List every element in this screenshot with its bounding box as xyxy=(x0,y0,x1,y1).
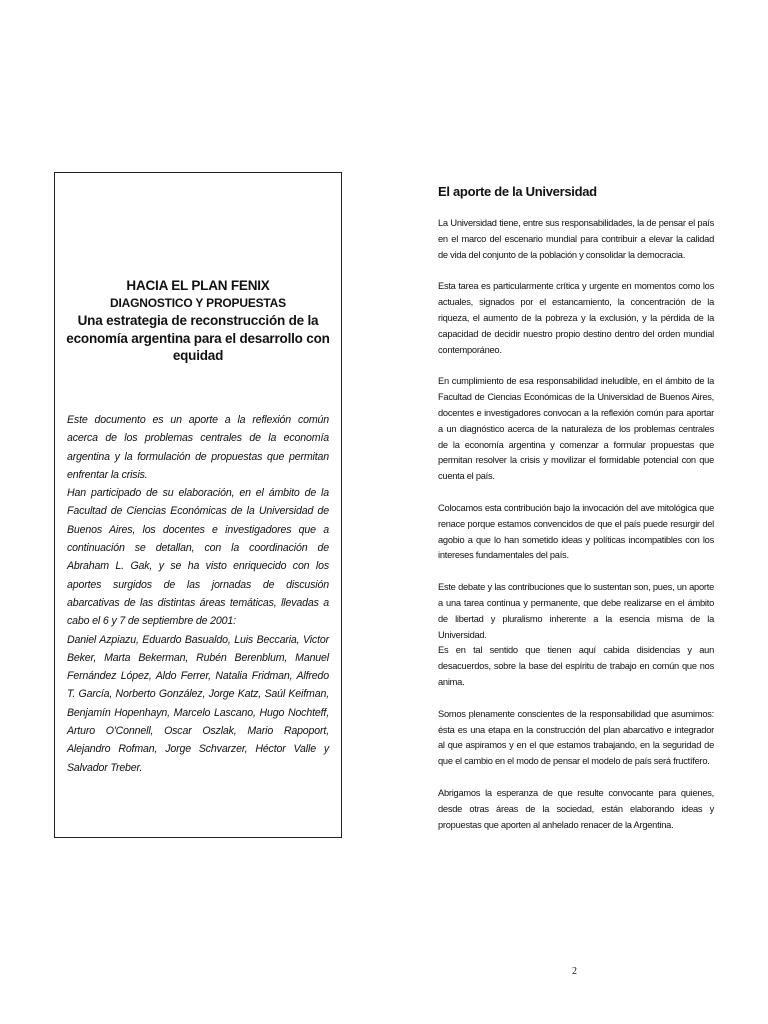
body-paragraph: En cumplimiento de esa responsabilidad ineludible, en el ámbito de la Facultad de Ciencias Económicas de la Universidad de Buenos Aires, docentes e investigadores convocan a la reflexión común para aportar a un diagnóstico acerca de la naturaleza de los problemas centrales de la economía argentina y comenzar a formular propuestas que permitan resolver la crisis y movilizar el formidable potencial con que cuenta el país. xyxy=(438,376,714,482)
body-paragraph-part: Este debate y las contribuciones que lo sustentan son, pues, un aporte a una tarea continua y permanente, que debe realizarse en el ámbito de libertad y pluralismo inherente a la esencia misma de la Universidad. xyxy=(438,582,714,640)
body-paragraph: La Universidad tiene, entre sus responsabilidades, la de pensar el país en el marco del escenario mundial para contribuir a elevar la calidad de vida del conjunto de la población y consolidar la democracia. xyxy=(438,218,714,260)
cover-title: HACIA EL PLAN FENIX xyxy=(126,278,270,293)
body-paragraph: Somos plenamente conscientes de la responsabilidad que asumimos: ésta es una etapa en la construcción del plan abarcativo e integrador al que aspiramos y en el que estamos trabajando, en la seguridad de que el cambio en el modo de pensar el modelo de país será fructífero. xyxy=(438,708,714,767)
page-number: 2 xyxy=(572,966,577,977)
cover-tagline-line-1: Una estrategia de reconstrucción de la xyxy=(77,313,319,328)
cover-heading xyxy=(63,277,333,365)
cover-body xyxy=(67,411,329,777)
section-heading: El aporte de la Universidad xyxy=(438,184,597,199)
body-paragraph: Colocamos esta contribución bajo la invocación del ave mitológica que renace porque estamos convencidos de que el país puede resurgir del agobio a que lo han sometido ideas y políticas incompatibles con los intereses fundamentales del país. xyxy=(438,502,714,561)
cover-subtitle: DIAGNOSTICO Y PROPUESTAS xyxy=(110,295,286,310)
cover-paragraph-authors: Daniel Azpiazu, Eduardo Basualdo, Luis Beccaria, Victor Beker, Marta Bekerman, Rubén Berenblum, Manuel Fernández López, Aldo Ferrer, Natalia Fridman, Alfredo T. García, Norberto González, Jorge Katz, Saúl Keifman, Benjamín Hopenhayn, Marcelo Lascano, Hugo Nochteff, Arturo O'Connell, Oscar Oszlak, Mario Rapoport, Alejandro Rofman, Jorge Schvarzer, Héctor Valle y Salvador Treber. xyxy=(67,633,329,774)
right-column xyxy=(438,184,714,849)
cover-tagline-line-2: economía argentina para el desarrollo con equidad xyxy=(66,330,330,363)
body-paragraph-part: Es en tal sentido que tienen aquí cabida disidencias y aun desacuerdos, sobre la base del espíritu de trabajo en común que nos anima. xyxy=(438,645,714,687)
body-paragraph xyxy=(438,580,714,691)
body-paragraph: Abrigamos la esperanza de que resulte convocante para quienes, desde otras áreas de la sociedad, están elaborando ideas y propuestas que aporten al anhelado renacer de la Argentina. xyxy=(438,787,714,830)
body-paragraph: Esta tarea es particularmente crítica y urgente en momentos como los actuales, signados por el estancamiento, la concentración de la riqueza, el aumento de la pobreza y la exclusión, y la pérdida de la capacidad de decidir nuestro propio destino dentro del orden mundial contemporáneo. xyxy=(438,281,714,355)
cover-box xyxy=(54,172,342,838)
cover-paragraph-intro: Este documento es un aporte a la reflexión común acerca de los problemas centrales de la economía argentina y la formulación de propuestas que permitan enfrentar la crisis. xyxy=(67,414,329,481)
cover-paragraph-participants: Han participado de su elaboración, en el ámbito de la Facultad de Ciencias Económicas de la Universidad de Buenos Aires, los docentes e investigadores que a continuación se detallan, con la coordinación de Abraham L. Gak, y se ha visto enriquecido con los aportes surgidos de las jornadas de discusión abarcativas de las distintas áreas temáticas, llevadas a cabo el 6 y 7 de septiembre de 2001: xyxy=(67,487,329,628)
